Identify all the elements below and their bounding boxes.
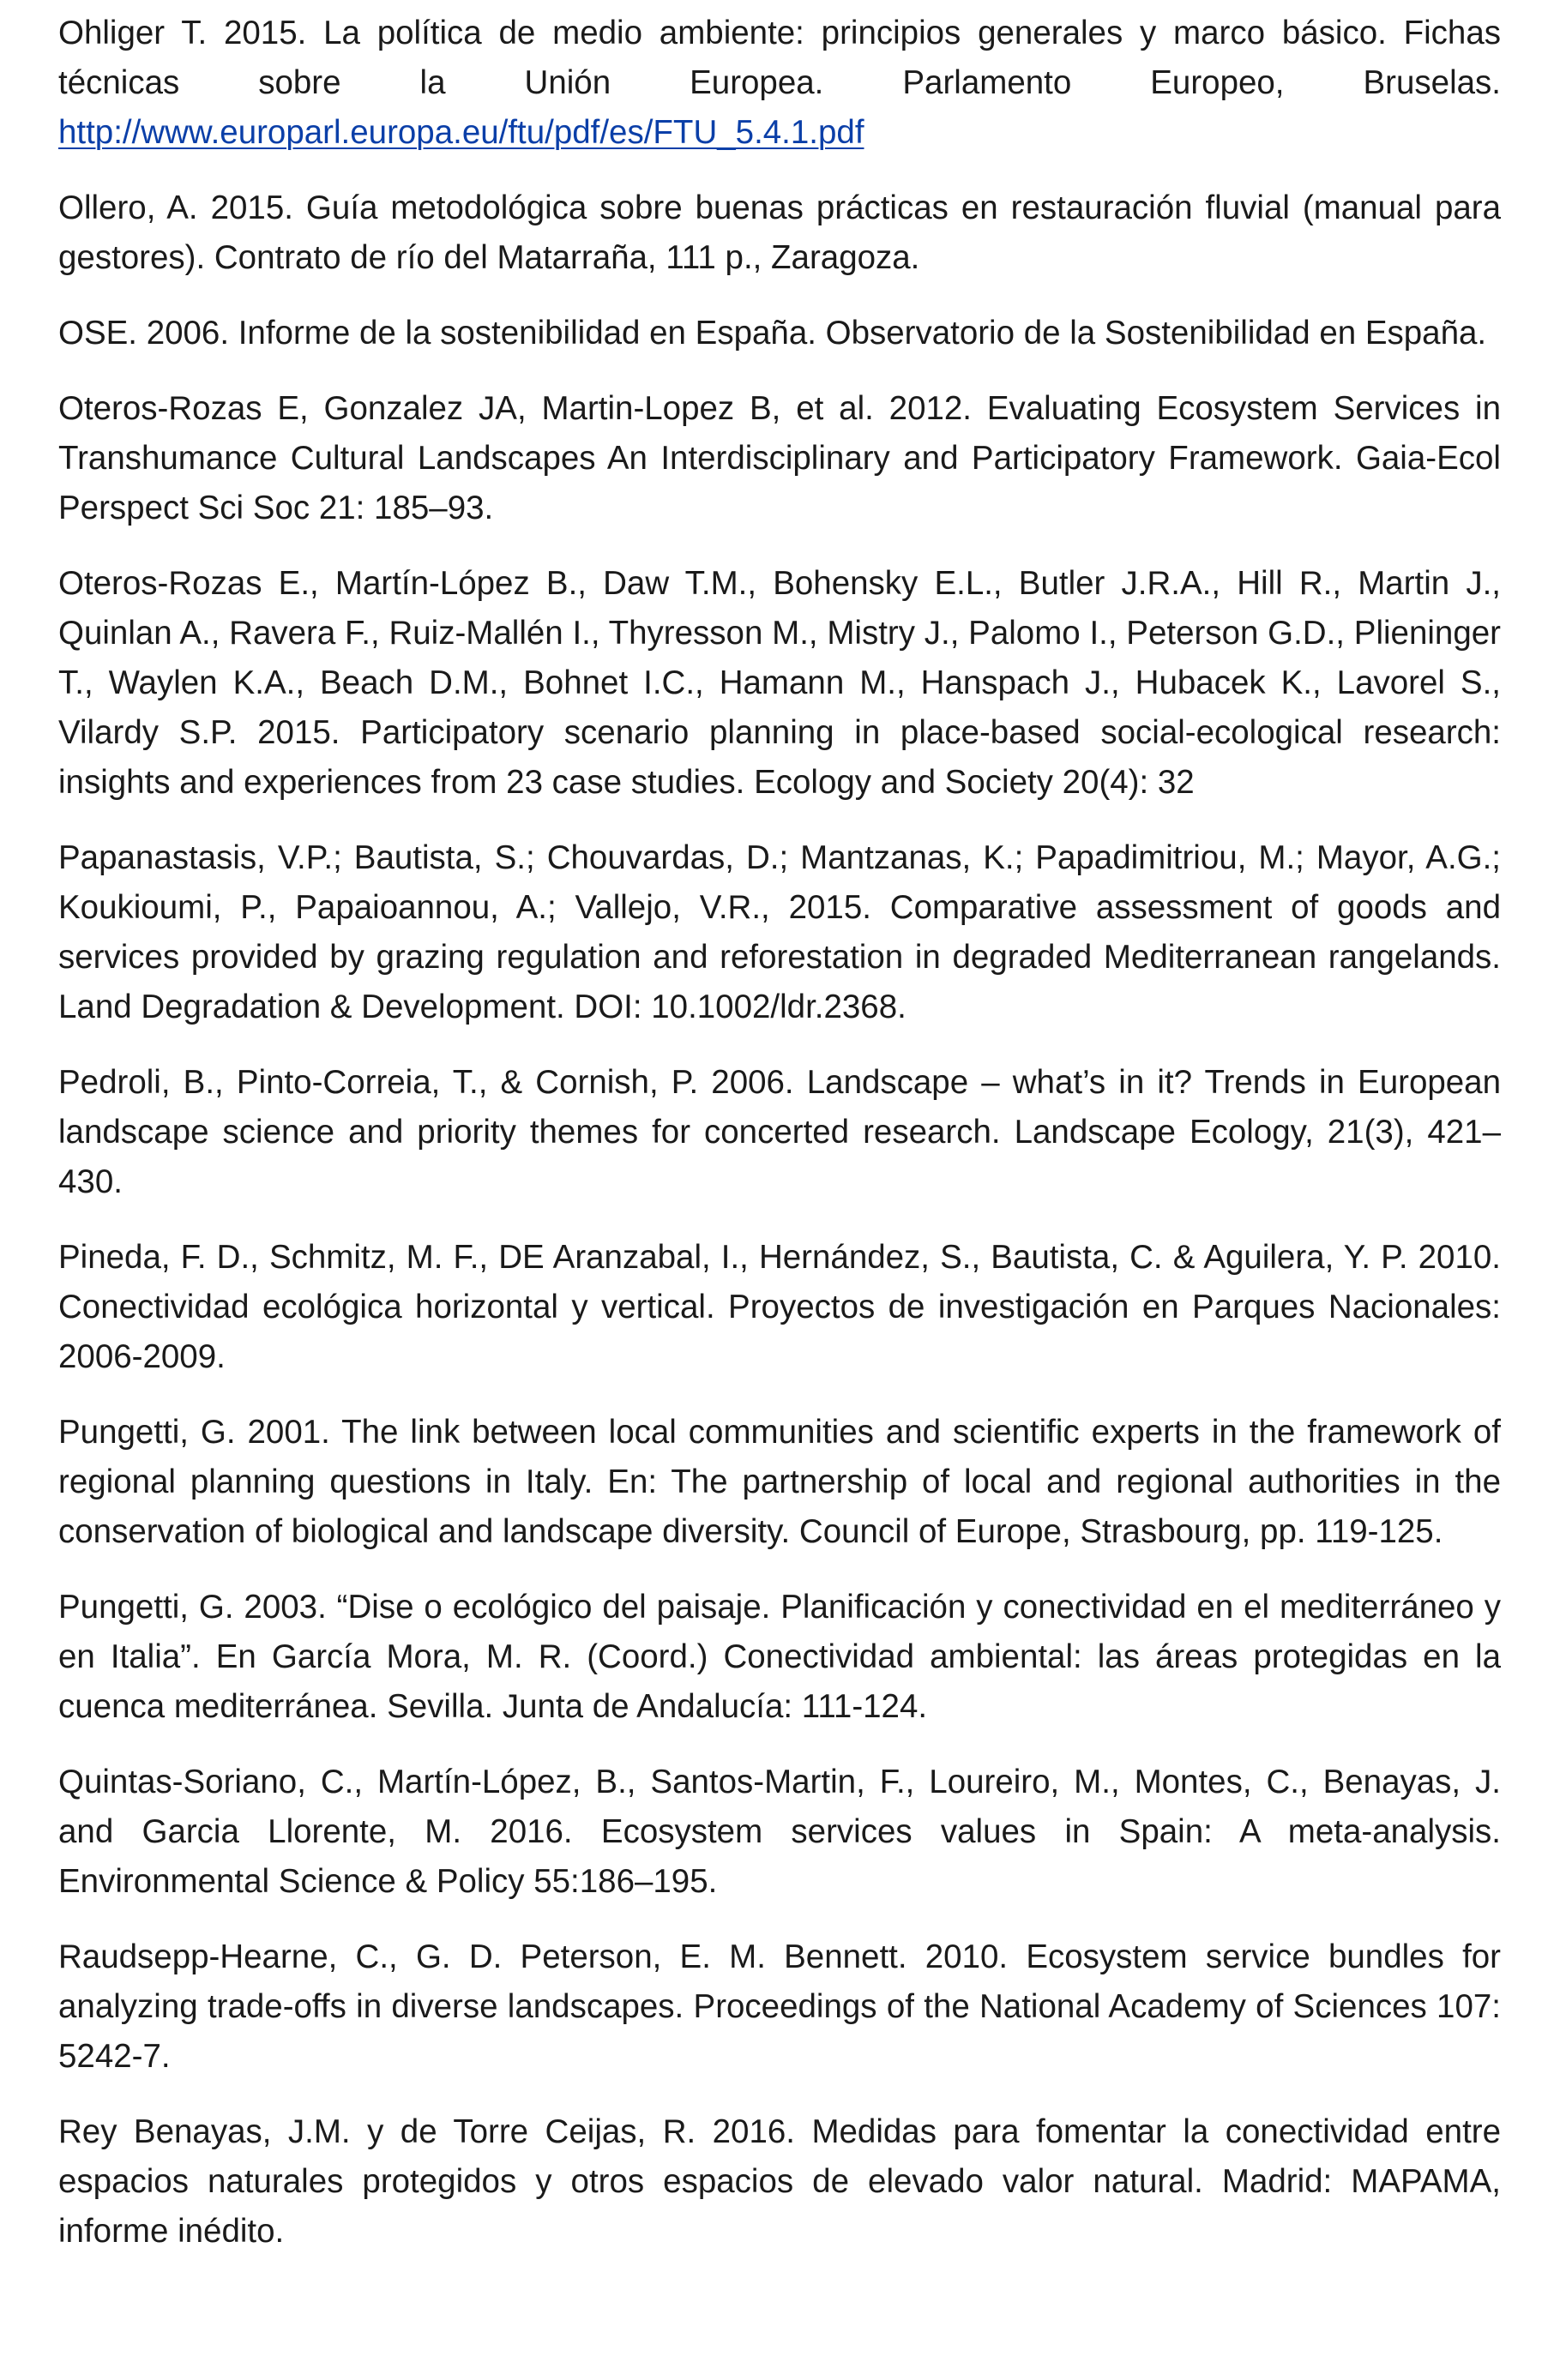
reference-item [58,1932,1501,2082]
reference-text: Ohliger T. 2015. La política de medio ambiente: principios generales y marco básico. Fichas técnicas sobre la Unión Europea. Parlamento Europeo, Bruselas. [58,15,1501,101]
reference-item [58,384,1501,533]
reference-text: Pungetti, G. 2003. “Dise o ecológico del paisaje. Planificación y conectividad en el mediterráneo y en Italia”. En García Mora, M. R. (Coord.) Conectividad ambiental: las áreas protegidas en la cuenca mediterránea. Sevilla. Junta de Andalucía: 111-124. [58,1589,1501,1725]
reference-text: Rey Benayas, J.M. y de Torre Ceijas, R. 2016. Medidas para fomentar la conectividad entre espacios naturales protegidos y otros espacios de elevado valor natural. Madrid: MAPAMA, informe inédito. [58,2113,1501,2250]
reference-item [58,2107,1501,2257]
reference-text: Papanastasis, V.P.; Bautista, S.; Chouvardas, D.; Mantzanas, K.; Papadimitriou, M.; Mayor, A.G.; Koukioumi, P., Papaioannou, A.; Vallejo, V.R., 2015. Comparative assessment of goods and services provided by grazing regulation and reforestation in degraded Mediterranean rangelands. Land Degradation & Development. DOI: 10.1002/ldr.2368. [58,839,1501,1025]
reference-item [58,1583,1501,1732]
reference-text: Pungetti, G. 2001. The link between local communities and scientific experts in the framework of regional planning questions in Italy. En: The partnership of local and regional authorities in the conservation of biological and landscape diversity. Council of Europe, Strasbourg, pp. 119-125. [58,1414,1501,1550]
reference-item [58,559,1501,808]
reference-text: Oteros-Rozas E., Martín-López B., Daw T.M., Bohensky E.L., Butler J.R.A., Hill R., Martin J., Quinlan A., Ravera F., Ruiz-Mallén I., Thyresson M., Mistry J., Palomo I., Peterson G.D., Plieninger T., Waylen K.A., Beach D.M., Bohnet I.C., Hamann M., Hanspach J., Hubacek K., Lavorel S., Vilardy S.P. 2015. Participatory scenario planning in place-based social-ecological research: insights and experiences from 23 case studies. Ecology and Society 20(4): 32 [58,565,1501,801]
reference-item [58,1058,1501,1207]
reference-item [58,309,1501,358]
reference-item [58,1408,1501,1557]
reference-item [58,9,1501,158]
reference-text: Raudsepp-Hearne, C., G. D. Peterson, E. M. Bennett. 2010. Ecosystem service bundles for analyzing trade-offs in diverse landscapes. Proceedings of the National Academy of Sciences 107: 5242-7. [58,1938,1501,2075]
reference-item [58,1758,1501,1907]
reference-text: Oteros-Rozas E, Gonzalez JA, Martin-Lopez B, et al. 2012. Evaluating Ecosystem Services in Transhumance Cultural Landscapes An Interdisciplinary and Participatory Framework. Gaia-Ecol Perspect Sci Soc 21: 185–93. [58,390,1501,526]
reference-link[interactable]: http://www.europarl.europa.eu/ftu/pdf/es/FTU_5.4.1.pdf [58,114,864,151]
reference-text: Quintas-Soriano, C., Martín-López, B., Santos-Martin, F., Loureiro, M., Montes, C., Benayas, J. and Garcia Llorente, M. 2016. Ecosystem services values in Spain: A meta-analysis. Environmental Science & Policy 55:186–195. [58,1764,1501,1900]
reference-item [58,833,1501,1032]
reference-text: Pineda, F. D., Schmitz, M. F., DE Aranzabal, I., Hernández, S., Bautista, C. & Aguilera, Y. P. 2010. Conectividad ecológica horizontal y vertical. Proyectos de investigación en Parques Nacionales: 2006-2009. [58,1239,1501,1375]
reference-list [58,9,1501,2282]
reference-text: OSE. 2006. Informe de la sostenibilidad en España. Observatorio de la Sostenibilidad en España. [58,315,1487,352]
reference-text: Pedroli, B., Pinto-Correia, T., & Cornish, P. 2006. Landscape – what’s in it? Trends in European landscape science and priority themes for concerted research. Landscape Ecology, 21(3), 421–430. [58,1064,1501,1200]
reference-text: Ollero, A. 2015. Guía metodológica sobre buenas prácticas en restauración fluvial (manual para gestores). Contrato de río del Matarraña, 111 p., Zaragoza. [58,189,1501,276]
reference-item [58,183,1501,283]
reference-item [58,1233,1501,1382]
